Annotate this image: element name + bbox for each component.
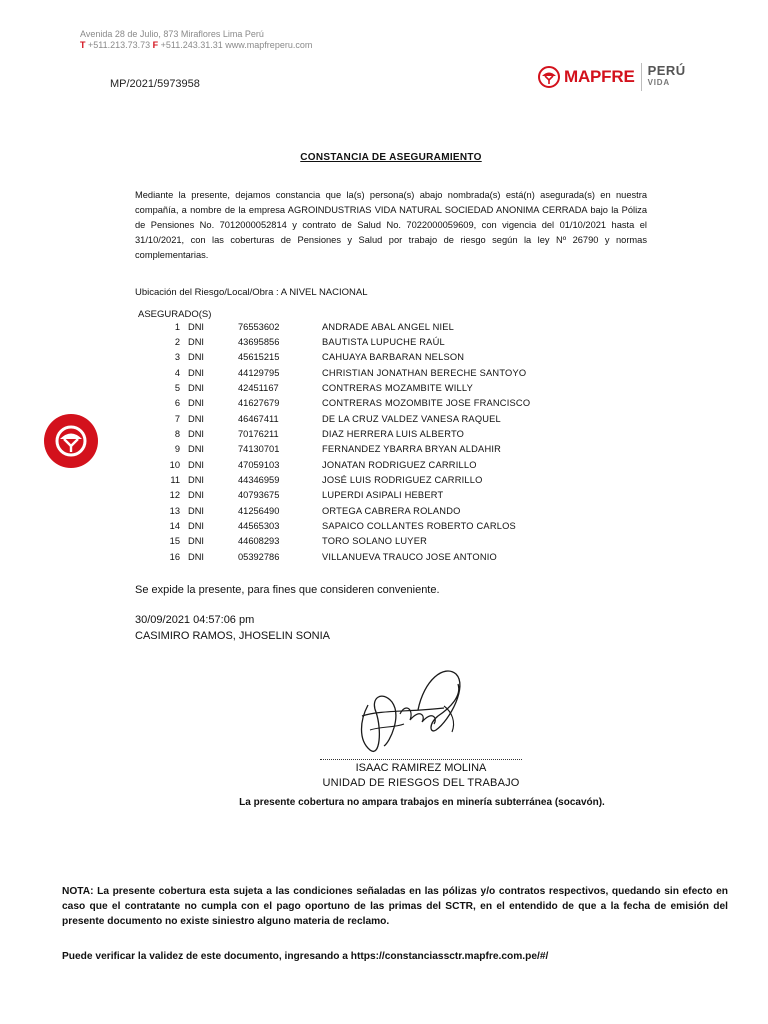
insured-number: 11 — [170, 475, 180, 486]
insured-number: 12 — [169, 490, 180, 501]
insured-name: BAUTISTA LUPUCHE RAÚL — [322, 337, 445, 348]
phone-prefix: T — [80, 40, 86, 50]
insured-doc-type: DNI — [188, 383, 205, 394]
insured-number: 8 — [174, 429, 180, 440]
insured-name: CONTRERAS MOZOMBITE JOSE FRANCISCO — [322, 398, 531, 409]
table-row — [138, 396, 558, 411]
insured-number: 14 — [169, 521, 180, 532]
table-row — [138, 426, 558, 441]
signer-name: ISAAC RAMIREZ MOLINA — [355, 762, 487, 774]
closing-statement: Se expide la presente, para fines que consideren conveniente. — [135, 584, 440, 596]
document-title: CONSTANCIA DE ASEGURAMIENTO — [300, 152, 482, 163]
insured-number: 4 — [174, 367, 180, 378]
verification-note: Puede verificar la validez de este documento, ingresando a https://constanciassctr.mapfre.com.pe/#/ — [62, 951, 549, 962]
table-row — [138, 549, 558, 564]
insured-doc-number: 44565303 — [238, 521, 280, 532]
table-row — [138, 518, 558, 533]
insured-doc-type: DNI — [188, 413, 205, 424]
company-address: Avenida 28 de Julio, 873 Miraflores Lima Perú — [80, 29, 264, 39]
insured-number: 3 — [174, 352, 180, 363]
insured-doc-type: DNI — [188, 551, 205, 562]
insured-doc-number: 47059103 — [238, 459, 280, 470]
fax-prefix: F — [152, 40, 159, 50]
insured-name: CHRISTIAN JONATHAN BERECHE SANTOYO — [322, 367, 527, 378]
insured-doc-type: DNI — [188, 536, 205, 547]
insured-doc-number: 46467411 — [238, 413, 279, 424]
insured-number: 7 — [174, 413, 180, 424]
insured-doc-number: 41627679 — [238, 398, 280, 409]
insured-name: DIAZ HERRERA LUIS ALBERTO — [322, 429, 465, 440]
table-row — [138, 334, 558, 349]
signature-line — [320, 759, 522, 760]
insured-number: 1 — [174, 321, 180, 332]
insured-doc-number: 44346959 — [238, 475, 280, 486]
insured-doc-type: DNI — [188, 505, 205, 516]
table-row — [138, 365, 558, 380]
insured-name: LUPERDI ASIPALI HEBERT — [322, 490, 444, 501]
table-row — [138, 534, 558, 549]
insured-doc-number: 41256490 — [238, 505, 280, 516]
insured-doc-number: 42451167 — [238, 383, 279, 394]
insured-doc-type: DNI — [188, 459, 205, 470]
insured-number: 9 — [174, 444, 180, 455]
table-row — [138, 442, 558, 457]
insured-doc-number: 76553602 — [238, 321, 280, 332]
insured-header: ASEGURADO(S) — [138, 309, 212, 320]
table-row — [138, 380, 558, 395]
insured-name: JOSÉ LUIS RODRIGUEZ CARRILLO — [322, 475, 483, 486]
risk-location: Ubicación del Riesgo/Local/Obra : A NIVEL NACIONAL — [135, 287, 368, 298]
insured-name: CAHUAYA BARBARAN NELSON — [322, 352, 465, 363]
insured-doc-number: 45615215 — [238, 352, 280, 363]
insured-doc-type: DNI — [188, 398, 205, 409]
insured-number: 6 — [174, 398, 180, 409]
insured-name: TORO SOLANO LUYER — [322, 536, 428, 547]
insured-doc-type: DNI — [188, 367, 205, 378]
insured-table — [138, 319, 558, 565]
intro-paragraph: Mediante la presente, dejamos constancia que la(s) persona(s) abajo nombrada(s) está(n) asegurada(s) en nuestra compañía, a nombre de la empresa AGROINDUSTRIAS VIDA NATURAL SOCIEDAD ANONIMA CERRADA bajo la Póliza de Pensiones No. 7012000052814 y contrato de Salud No. 7022000059609, con vigencia del 01/10/2021 hasta el 31/10/2021, con las coberturas de Pensiones y Salud por trabajo de riesgo según la ley Nº 26790 y normas complementarias. — [135, 190, 647, 260]
table-row — [138, 457, 558, 472]
insured-name: ORTEGA CABRERA ROLANDO — [322, 505, 461, 516]
phone-number: +511.213.73.73 — [85, 40, 153, 50]
issuer-name: CASIMIRO RAMOS, JHOSELIN SONIA — [135, 630, 330, 642]
logo-right — [648, 65, 686, 89]
insured-number: 16 — [169, 551, 180, 562]
insured-doc-type: DNI — [188, 475, 205, 486]
nota-paragraph — [62, 884, 728, 929]
insured-name: VILLANUEVA TRAUCO JOSE ANTONIO — [322, 551, 497, 562]
insured-number: 13 — [169, 505, 180, 516]
coverage-notice: La presente cobertura no ampara trabajos en minería subterránea (socavón). — [239, 797, 605, 808]
signer-unit: UNIDAD DE RIESGOS DEL TRABAJO — [322, 777, 520, 789]
fax-and-website: +511.243.31.31 www.mapfreperu.com — [158, 40, 313, 50]
insured-doc-number: 70176211 — [238, 429, 279, 440]
table-row — [138, 488, 558, 503]
insured-number: 15 — [169, 536, 180, 547]
company-contacts — [80, 40, 312, 50]
insured-doc-type: DNI — [188, 490, 205, 501]
nota-text: La presente cobertura esta sujeta a las condiciones señaladas en las pólizas y/o contratos respectivos, quedando sin efecto en caso que el contratante no cumpla con el pago oportuno de las primas del SCTR, en el entendido de que a la fecha de emisión del presente documento no existe siniestro alguno materia de reclamo. — [62, 886, 728, 927]
mapfre-badge — [44, 414, 98, 468]
insured-number: 2 — [174, 337, 180, 348]
handwritten-signature — [340, 650, 480, 760]
logo-divider — [641, 63, 642, 91]
insured-doc-number: 40793675 — [238, 490, 280, 501]
insured-name: CONTRERAS MOZAMBITE WILLY — [322, 383, 474, 394]
reference-number: MP/2021/5973958 — [110, 78, 200, 90]
insured-doc-type: DNI — [188, 321, 205, 332]
logo-sub: VIDA — [647, 78, 670, 87]
insured-number: 5 — [174, 383, 180, 394]
insured-doc-number: 44608293 — [238, 536, 280, 547]
mapfre-emblem-icon — [54, 424, 88, 458]
table-row — [138, 472, 558, 487]
insured-doc-number: 43695856 — [238, 337, 280, 348]
nota-label: NOTA: — [62, 886, 94, 897]
insured-name: DE LA CRUZ VALDEZ VANESA RAQUEL — [322, 413, 501, 424]
insured-doc-type: DNI — [188, 337, 205, 348]
insured-doc-number: 74130701 — [238, 444, 280, 455]
logo-brand: MAPFRE — [564, 67, 635, 86]
insured-number: 10 — [169, 459, 180, 470]
insured-doc-type: DNI — [188, 444, 205, 455]
table-row — [138, 503, 558, 518]
insured-name: FERNANDEZ YBARRA BRYAN ALDAHIR — [322, 444, 502, 455]
insured-doc-type: DNI — [188, 521, 205, 532]
issue-datetime: 30/09/2021 04:57:06 pm — [135, 614, 255, 626]
table-row — [138, 350, 558, 365]
insured-doc-type: DNI — [188, 429, 205, 440]
table-row — [138, 319, 558, 334]
logo-country: PERÚ — [647, 63, 686, 78]
insured-doc-type: DNI — [188, 352, 205, 363]
mapfre-emblem-icon — [538, 66, 560, 88]
insured-name: SAPAICO COLLANTES ROBERTO CARLOS — [322, 521, 516, 532]
mapfre-logo — [538, 60, 686, 94]
insured-doc-number: 44129795 — [238, 367, 280, 378]
insured-doc-number: 05392786 — [238, 551, 280, 562]
insured-name: JONATAN RODRIGUEZ CARRILLO — [322, 459, 477, 470]
table-row — [138, 411, 558, 426]
insured-name: ANDRADE ABAL ANGEL NIEL — [322, 321, 455, 332]
